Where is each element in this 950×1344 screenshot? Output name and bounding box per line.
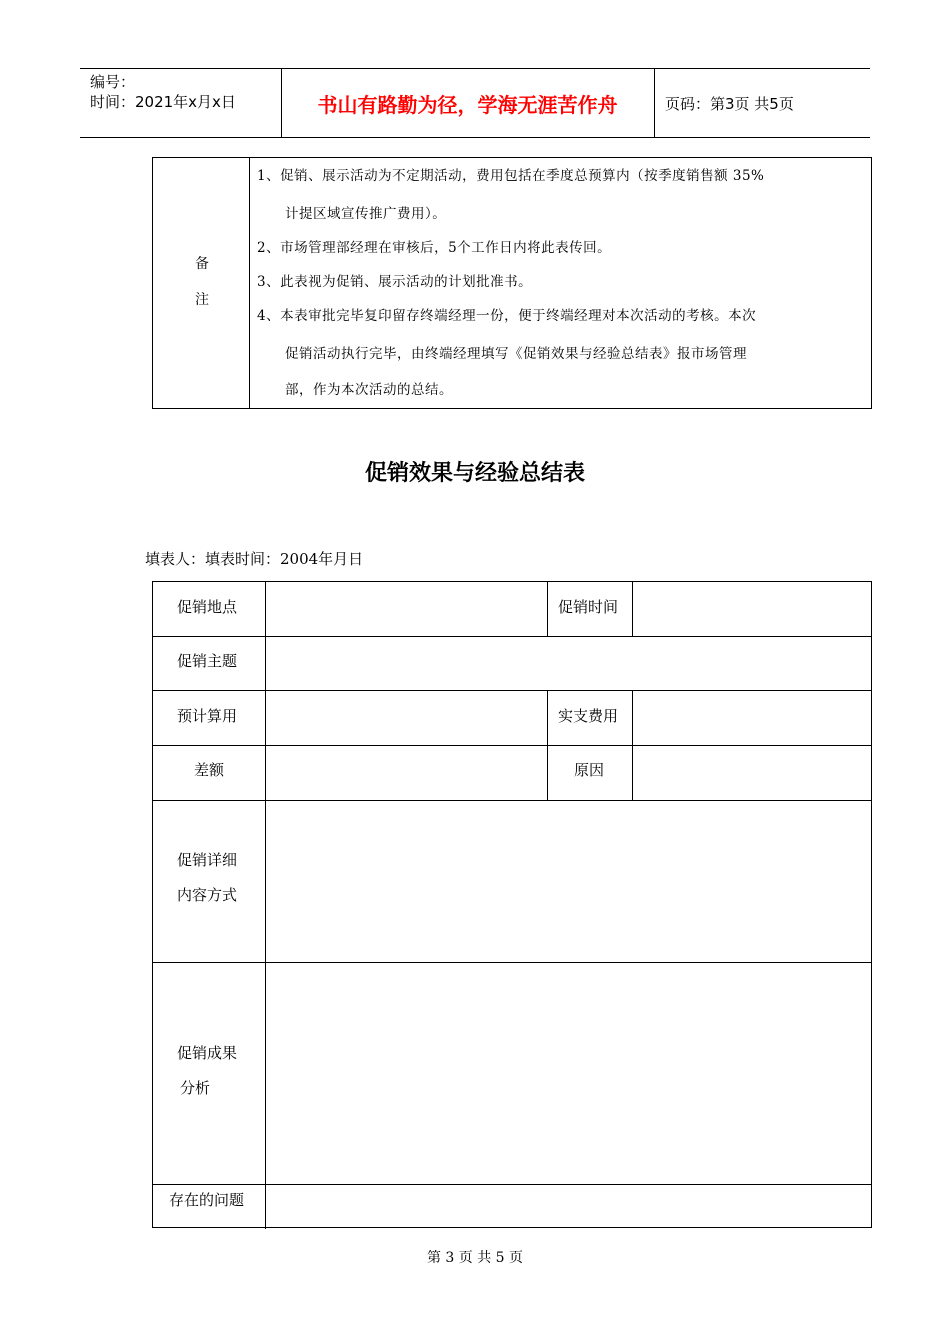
notes-label-1: 备 — [195, 256, 209, 272]
note-line: 促销活动执行完毕，由终端经理填写《促销效果与经验总结表》报市场管理 — [285, 346, 747, 362]
col-divider — [547, 582, 548, 636]
difference-field[interactable] — [266, 746, 547, 800]
notes-label-cell — [153, 158, 250, 408]
time-field[interactable] — [633, 583, 871, 636]
budget-label: 预计算用 — [177, 707, 238, 725]
date-label: 时间：2021年x月x日 — [90, 93, 236, 111]
note-line: 部，作为本次活动的总结。 — [285, 382, 453, 398]
notes-table — [152, 157, 872, 409]
reason-field[interactable] — [633, 746, 871, 800]
summary-title: 促销效果与经验总结表 — [364, 461, 585, 486]
reason-label: 原因 — [574, 761, 605, 779]
page-footer: 第 3 页 共 5 页 — [426, 1250, 524, 1266]
details-label-1: 促销详细 — [177, 851, 238, 869]
note-line: 1、促销、展示活动为不定期活动，费用包括在季度总预算内（按季度销售额 35% — [257, 168, 765, 184]
location-field[interactable] — [266, 583, 547, 636]
summary-table — [152, 581, 872, 1228]
difference-label: 差额 — [194, 761, 225, 779]
details-field[interactable] — [266, 801, 871, 962]
note-line: 3、此表视为促销、展示活动的计划批准书。 — [257, 274, 533, 290]
note-line: 2、市场管理部经理在审核后，5个工作日内将此表传回。 — [257, 240, 612, 256]
actual-cost-field[interactable] — [633, 691, 871, 745]
notes-label-2: 注 — [195, 292, 209, 308]
theme-label: 促销主题 — [177, 652, 238, 670]
problems-field[interactable] — [266, 1185, 871, 1227]
header-meta — [80, 69, 282, 137]
details-label-2: 内容方式 — [177, 886, 238, 904]
results-field[interactable] — [266, 963, 871, 1184]
time-label: 促销时间 — [558, 598, 619, 616]
problems-label: 存在的问题 — [169, 1191, 245, 1209]
note-line: 4、本表审批完毕复印留存终端经理一份，便于终端经理对本次活动的考核。本次 — [257, 308, 757, 324]
page-header — [80, 68, 870, 138]
fill-info: 填表人：填表时间：2004年月日 — [145, 550, 364, 568]
note-line: 计提区域宣传推广费用）。 — [285, 206, 447, 222]
header-motto: 书山有路勤为径，学海无涯苦作舟 — [281, 69, 655, 137]
header-page-number: 页码：第3页 共5页 — [665, 94, 794, 113]
results-label-2: 分析 — [180, 1079, 211, 1097]
budget-field[interactable] — [266, 691, 547, 745]
number-label: 编号： — [90, 73, 136, 91]
col-divider — [547, 690, 548, 800]
location-label: 促销地点 — [177, 598, 238, 616]
results-label-1: 促销成果 — [177, 1044, 238, 1062]
actual-cost-label: 实支费用 — [558, 707, 619, 725]
theme-field[interactable] — [266, 637, 871, 690]
